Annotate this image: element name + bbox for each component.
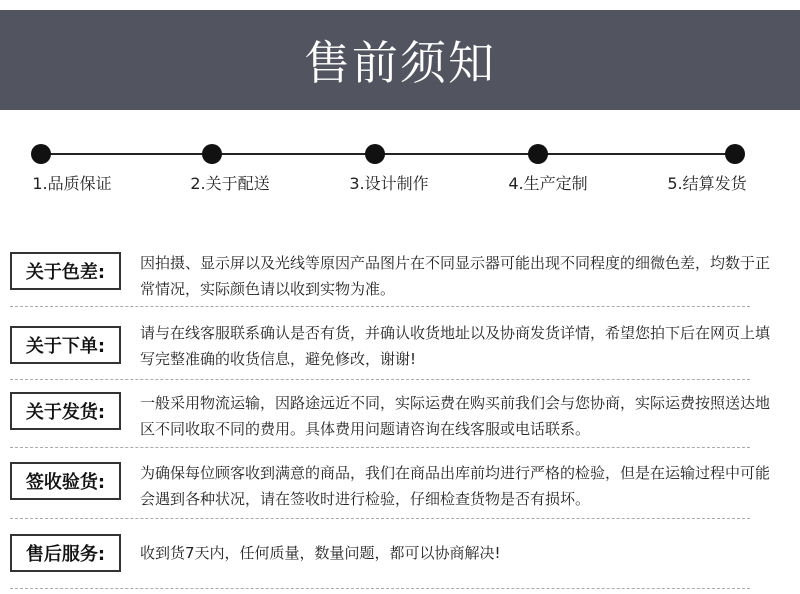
divider (10, 518, 750, 519)
notice-text: 为确保每位顾客收到满意的商品，我们在商品出库前均进行严格的检验，但是在运输过程中可能会遇到各种状况，请在签收时进行检验，仔细检查货物是否有损坏。 (140, 464, 771, 508)
notice-title: 关于色差: (10, 252, 121, 290)
timeline-step-3: 3.设计制作 (349, 174, 429, 193)
divider (10, 588, 750, 589)
notice-text: 一般采用物流运输，因路途远近不同，实际运费在购买前我们会与您协商，实际运费按照送达地区不同收取不同的费用。具体费用问题请咨询在线客服或电话联系。 (140, 394, 771, 438)
notice-text: 请与在线客服联系确认是否有货，并确认收货地址以及协商发货详情，希望您拍下后在网页上填写完整准确的收货信息，避免修改，谢谢! (140, 324, 771, 368)
divider (10, 447, 750, 448)
timeline-dot-2 (202, 144, 222, 164)
header-banner (0, 10, 800, 110)
timeline-step-5: 5.结算发货 (667, 174, 747, 193)
notice-title: 签收验货: (10, 462, 121, 500)
notice-title: 售后服务: (10, 534, 121, 572)
timeline-dot-3 (365, 144, 385, 164)
divider (10, 306, 750, 307)
timeline-step-4: 4.生产定制 (508, 174, 588, 193)
notice-text: 因拍摄、显示屏以及光线等原因产品图片在不同显示器可能出现不同程度的细微色差，均数于正常情况，实际颜色请以收到实物为准。 (140, 254, 771, 298)
divider (10, 379, 750, 380)
notice-title: 关于下单: (10, 326, 121, 364)
notice-title: 关于发货: (10, 392, 121, 430)
timeline-step-2: 2.关于配送 (190, 174, 270, 193)
timeline-dot-4 (528, 144, 548, 164)
timeline-dot-5 (725, 144, 745, 164)
timeline-dot-1 (31, 144, 51, 164)
page-title: 售前须知 (304, 36, 496, 90)
notice-text: 收到货7天内，任何质量，数量问题，都可以协商解决! (140, 544, 501, 562)
timeline-step-1: 1.品质保证 (32, 174, 112, 193)
process-timeline (0, 130, 800, 210)
timeline-line (40, 153, 736, 155)
